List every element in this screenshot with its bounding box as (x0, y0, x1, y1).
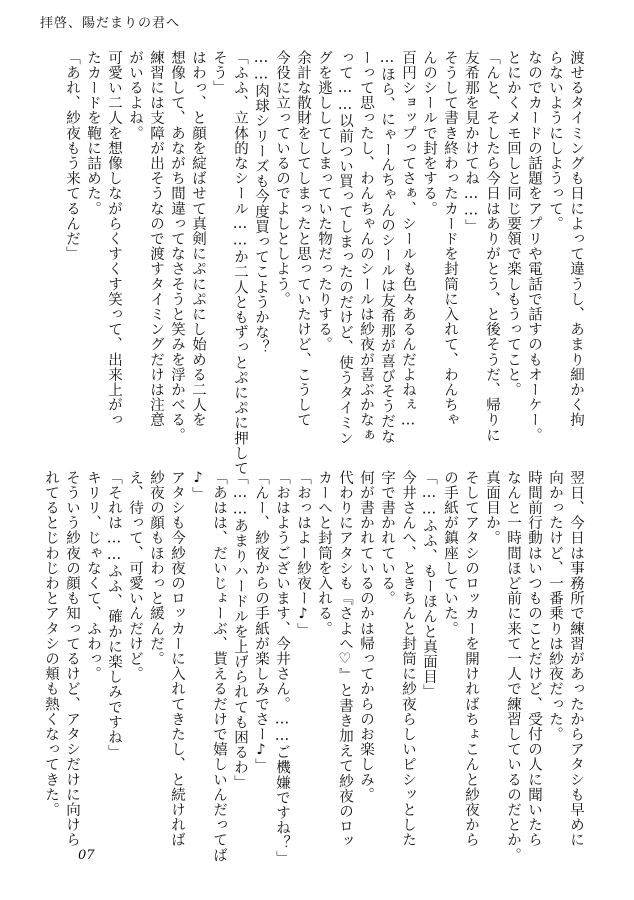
text-line: 友希那を見かけてね……」 (463, 50, 479, 235)
text-line: 想像して、あながち間違ってなさそうと笑みを浮かべる。 (169, 50, 185, 443)
text-line: なのでカードの話題をアプリや電話で話すのもオーケー。 (526, 50, 542, 443)
text-line: そしてアタシのロッカーを開ければちょこんと紗夜から (463, 470, 479, 848)
text-line: 「おはようございます、今井さん。……ご機嫌ですね？」 (274, 470, 290, 866)
text-line: グを逃ししてしまっていた物だったりする。 (316, 50, 332, 352)
text-line: たカードを鞄に詰めた。 (85, 50, 101, 217)
text-line: なんと一時間ほど前に来て一人で練習しているのだとか。 (505, 470, 521, 863)
text-line: とにかくメモ回しと同じ要領で楽しもうってこと。 (505, 50, 521, 398)
text-line: そうして書き終わったカードを封筒に入れて、わんちゃ (442, 50, 458, 428)
text-line: 「おっはよー紗夜ー♪」 (295, 470, 311, 638)
text-line: キリリ、じゃなくて、ふわっ。 (85, 470, 101, 682)
text-line: 可愛い二人を想像しながらくすくす笑って、出来上がっ (106, 50, 122, 428)
text-line: アタシも今紗夜のロッカーに入れてきたし、と続ければ (169, 470, 185, 848)
text-line: 「あはは、だいじょーぶ、貰えるだけで嬉しいんだってば (211, 470, 227, 863)
text-line: 時間前行動はいつものことだけど、受付の人に聞いたら (526, 470, 542, 848)
text-line: 「あれ、紗夜もう来てるんだ」 (64, 50, 80, 262)
text-line: 「んと、そしたら今日はありがとう、と後そうだ、帰りに (484, 50, 500, 443)
text-line: 練習には支障が出そうなので渡すタイミングだけは注意 (148, 50, 164, 428)
text-line: 今井さんへ、ときちんと封筒に紗夜らしいピシッとした (400, 470, 416, 848)
text-line: …ほら、にゃーんちゃんのシールは友希那が喜びそうだな (379, 50, 395, 445)
text-line: え、待って、可愛いんだけど。 (127, 470, 143, 682)
text-line: 「それは……ふふ、確かに楽しみですね」 (106, 470, 122, 760)
text-line: 余計な散財をしてしまったと思っていたけど、こうして (295, 50, 311, 428)
text-line: の手紙が鎮座していた。 (442, 470, 458, 637)
text-line: れてるとじわじわとアタシの頬も熱くなってきた。 (43, 470, 59, 818)
text-block-top (61, 50, 586, 476)
text-line: 渡せるタイミングも日によって違うし、あまり細かく拘 (568, 50, 584, 428)
text-line: 今役に立っているのでよしとしよう。 (274, 50, 290, 307)
text-line: 何が書かれているのかは帰ってからのお楽しみ。 (358, 470, 374, 803)
text-line: 真面目か。 (484, 470, 500, 546)
text-line: ♪」 (190, 470, 206, 502)
running-header: 拝啓、陽だまりの君へ (40, 16, 181, 31)
text-line: 「……あまりハードルを上げられても困るわ」 (232, 470, 248, 791)
text-line: 翌日、今日は事務所で練習があったからアタシも早めに (568, 470, 584, 848)
text-line: んのシールで封をする。 (421, 50, 437, 217)
text-line: そう」 (211, 50, 227, 96)
text-line: カーへと封筒を入れる。 (316, 470, 332, 637)
text-line: 百円ショップってさぁ、シールも色々あるんだよねぇ… (400, 50, 416, 429)
text-line: 代わりにアタシも『さよへ♡』と書き加えて紗夜のロッ (337, 470, 353, 849)
text-line: がいるよね。 (127, 50, 143, 141)
text-line: 紗夜の顔もほわっと緩んだ。 (148, 470, 164, 667)
text-line: そういう紗夜の顔も知ってるけど、アタシだけに向けら (64, 470, 80, 848)
text-line: 向かったけど、一番乗りは紗夜だった。 (547, 470, 563, 742)
text-line: ーって思ったし、わんちゃんのシールは紗夜が喜ぶかなぁ (358, 50, 374, 443)
text-line: はわっ、と顔を綻ばせて真剣にぷにぷにし始める二人を (190, 50, 206, 428)
text-line: 「……ふふ、もーほんと真面目」 (421, 470, 437, 700)
text-line: 「んー、紗夜からの手紙が楽しみでさー♪」 (253, 470, 269, 774)
text-line: って……以前つい買ってしまったのだけど、使うタイミン (337, 50, 353, 446)
text-line: ……肉球シリーズも今度買ってこようかな？ (253, 50, 269, 355)
text-line: 「ふふ、立体的なシール……か二人ともずっとぷにぷに押して (232, 50, 248, 476)
text-line: 字で書かれている。 (379, 470, 395, 606)
page-number: 07 (78, 848, 95, 863)
text-line: らないようにしようって。 (547, 50, 563, 232)
